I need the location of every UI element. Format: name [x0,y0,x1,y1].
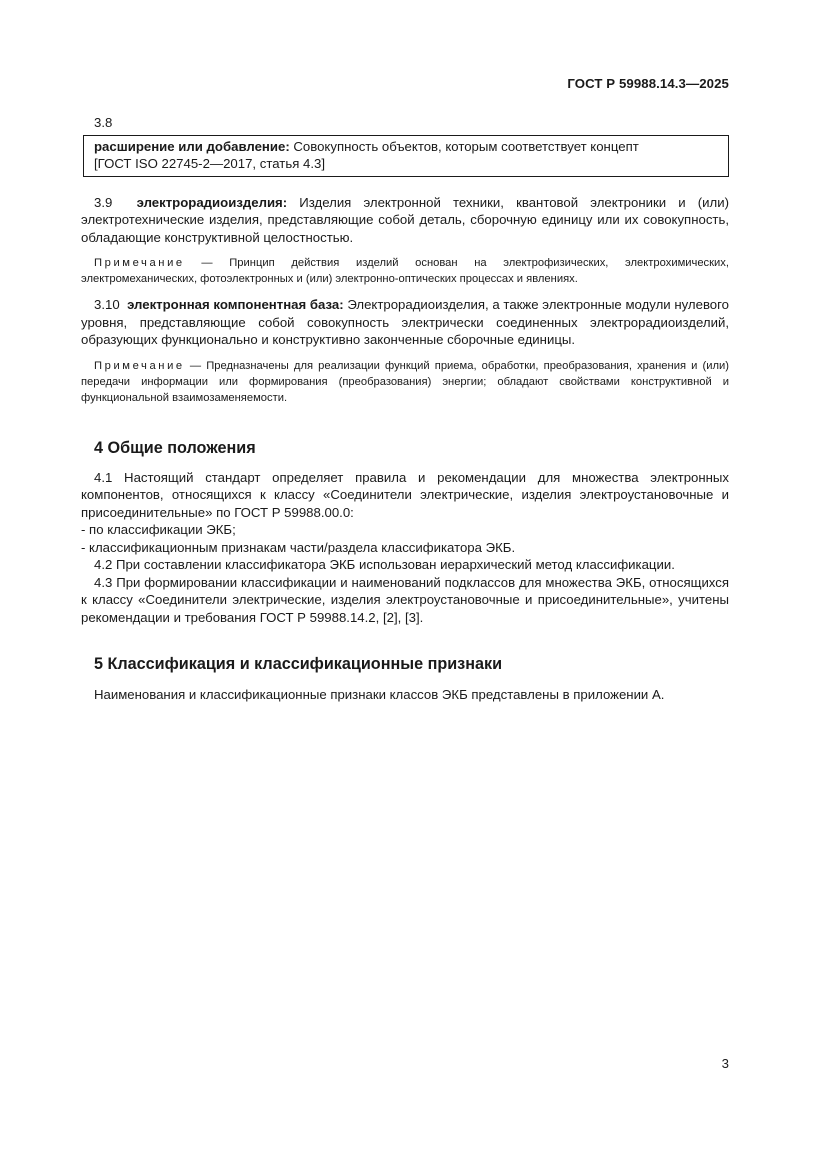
clause-3-10-note [81,358,729,406]
clause-3-10-term: электронная компонентная база: [127,297,344,312]
section-4-heading: 4 Общие положения [94,438,256,457]
page-content [81,114,729,704]
clause-3-10-number: 3.10 [94,297,120,312]
clause-3-9-definition: Изделия электронной техники, квантовой электроники и (или) электротехнические изделия, представляющие собой деталь, сборочную единицу или их совокупность, обладающие конструктивной целостностью. [81,194,729,245]
section-5-heading: 5 Классификация и классификационные признаки [94,655,503,673]
clause-3-8-definition: Совокупность объектов, которым соответствует концепт [289,138,639,154]
document-page [81,0,729,1169]
clause-4-3: 4.3 При формировании классификации и наименований подклассов для множества ЭКБ, относящихся к классу «Соединители электрические, изделия электроустановочные и присоединительные», учитены рекомендации и требования ГОСТ Р 59988.14.2, [2], [3]. [81,574,729,625]
clause-3-9-note [81,255,729,287]
clause-3-8-term: расширение или добавление: [94,138,290,154]
clause-3-8-source: [ГОСТ ISO 22745-2—2017, статья 4.3] [94,156,325,171]
clause-3-9-number: 3.9 [94,194,113,210]
clause-3-9-term: электрорадиоизделия: [136,194,288,210]
clause-3-10-definition: Электрорадиоизделия, а также электронные модули нулевого уровня, представляющие собой совокупность электрически соединенных электрорадиоизделий, образующих функционально и конструктивно законченные сборочные единицы. [81,297,729,347]
clause-3-10-note-text: — Предназначены для реализации функций приема, обработки, преобразования, хранения и (или) передачи информации или формирования (преобразования) энергии; обладают свойствами конструктивной и функциональной взаимозаменяемости. [81,359,729,404]
page-number: 3 [721,1056,729,1071]
clause-3-10 [81,296,729,349]
clause-5-text: Наименования и классификационные признаки классов ЭКБ представлены в приложении А. [94,687,665,702]
note-label: Примечание [94,359,185,372]
list-item: - классификационным признакам части/раздела классификатора ЭКБ. [81,539,516,555]
clause-3-9 [81,194,729,247]
clause-4-1: 4.1 Настоящий стандарт определяет правила и рекомендации для множества электронных компонентов, относящихся к классу «Соединители электрические, изделия электроустановочные и присоединительные» по ГОСТ Р 59988.00.0: [81,469,729,520]
clause-3-9-note-text: — Принцип действия изделий основан на электрофизических, электрохимических, электромеханических, фотоэлектронных и (или) электронно-оптических процессах и явлениях. [81,257,729,285]
clause-4-2: 4.2 При составлении классификатора ЭКБ использован иерархический метод классификации. [94,557,675,572]
standard-designation: ГОСТ Р 59988.14.3—2025 [567,76,729,91]
note-label: Примечание [94,257,185,269]
clause-3-8-definition-box [83,135,729,177]
list-item: - по классификации ЭКБ; [81,522,236,537]
clause-3-8-number: 3.8 [94,115,113,130]
